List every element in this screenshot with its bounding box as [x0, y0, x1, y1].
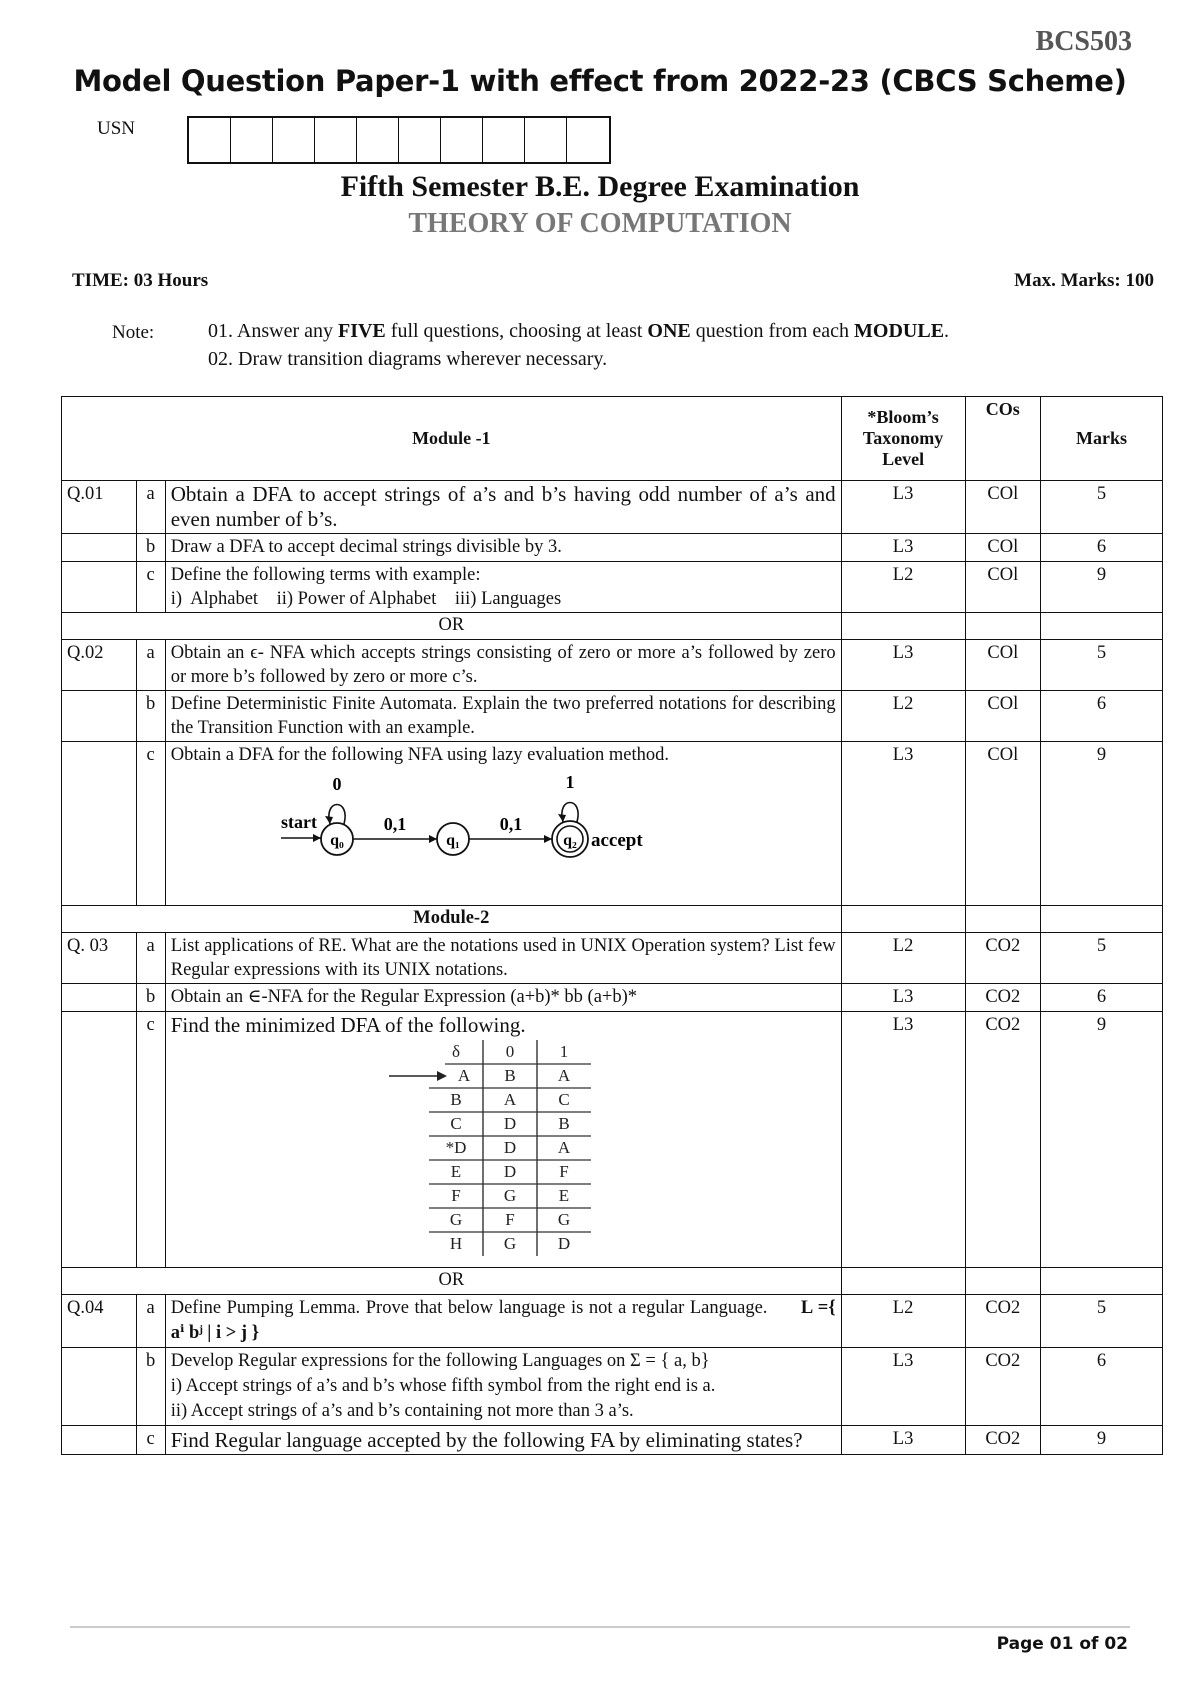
question-number: Q. 03	[62, 933, 137, 984]
marks-value: 5	[1041, 640, 1163, 691]
or-divider: OR	[62, 613, 842, 640]
loop-q0-label: 0	[332, 774, 342, 794]
table-row	[62, 640, 1163, 691]
question-text: Define Pumping Lemma. Prove that below language is not a regular Language. L ={ aⁱ bʲ | i > j }	[165, 1295, 841, 1348]
language-expression: L ={ aⁱ bʲ | i > j }	[170, 1298, 836, 1343]
dfa-cell: D	[503, 1138, 516, 1157]
loop-q2	[562, 803, 578, 823]
nfa-start-label: start	[280, 812, 317, 832]
dfa-cell: D	[503, 1162, 516, 1181]
sub-label: a	[136, 933, 165, 984]
accept-label: accept	[590, 830, 643, 851]
bloom-level: L3	[841, 1348, 965, 1426]
marks-header: Marks	[1041, 397, 1163, 481]
question-text: Define the following terms with example: i) Alphabet ii) Power of Alphabet iii) Languages	[165, 562, 841, 613]
usn-box[interactable]	[483, 118, 525, 162]
sub-label: c	[136, 562, 165, 613]
co-value: COl	[965, 640, 1041, 691]
dfa-transition-table	[171, 1038, 771, 1258]
dfa-table-cells	[445, 1042, 570, 1253]
bloom-level: L3	[841, 534, 965, 562]
table-row	[62, 1426, 1163, 1455]
marks-value: 9	[1041, 1426, 1163, 1455]
state-q1-label: q₁	[445, 832, 460, 849]
table-row	[62, 984, 1163, 1012]
bloom-level: L2	[841, 933, 965, 984]
bloom-level: L3	[841, 1426, 965, 1455]
marks-value: 9	[1041, 1012, 1163, 1268]
dfa-cell: D	[503, 1114, 516, 1133]
marks-value: 9	[1041, 562, 1163, 613]
dfa-cell: G	[449, 1210, 462, 1229]
table-row	[62, 481, 1163, 534]
bloom-level: L3	[841, 742, 965, 906]
usn-box[interactable]	[231, 118, 273, 162]
marks-value: 6	[1041, 1348, 1163, 1426]
question-text: List applications of RE. What are the notations used in UNIX Operation system? List few Regular expressions with its UNIX notations.	[165, 933, 841, 984]
bloom-level: L3	[841, 640, 965, 691]
bloom-level: L2	[841, 691, 965, 742]
usn-box[interactable]	[567, 118, 609, 162]
bloom-level: L3	[841, 984, 965, 1012]
dfa-cell: E	[558, 1186, 569, 1205]
usn-box[interactable]	[399, 118, 441, 162]
edge-q0-q1-label: 0,1	[383, 814, 406, 834]
co-value: COl	[965, 534, 1041, 562]
paper-title: Model Question Paper-1 with effect from 2022-23 (CBCS Scheme)	[73, 64, 1127, 98]
edge-q1-q2-head	[544, 835, 552, 843]
dfa-cell: *D	[445, 1138, 467, 1157]
dfa-cell: G	[503, 1186, 516, 1205]
sub-label: a	[136, 640, 165, 691]
dfa-cell: A	[457, 1066, 470, 1085]
question-text: Obtain an ∈-NFA for the Regular Expression (a+b)* bb (a+b)*	[165, 984, 841, 1012]
co-value: CO2	[965, 933, 1041, 984]
table-row	[62, 562, 1163, 613]
dfa-header-cell: 1	[559, 1042, 568, 1061]
page-number: Page 01 of 02	[996, 1634, 1128, 1654]
start-state-arrowhead	[437, 1071, 447, 1081]
or-row	[62, 1268, 1163, 1295]
table-row	[62, 1295, 1163, 1348]
usn-box[interactable]	[273, 118, 315, 162]
bloom-level: L3	[841, 481, 965, 534]
loop-q2-label: 1	[565, 772, 575, 792]
note-label: Note:	[112, 322, 155, 343]
question-text: Draw a DFA to accept decimal strings divisible by 3.	[165, 534, 841, 562]
co-value: COl	[965, 742, 1041, 906]
module2-heading: Module-2	[62, 906, 842, 933]
sub-label: c	[136, 1012, 165, 1268]
question-number: Q.01	[62, 481, 137, 534]
or-divider: OR	[62, 1268, 842, 1295]
subject-title: THEORY OF COMPUTATION	[408, 208, 792, 239]
module-row	[62, 906, 1163, 933]
marks-value: 5	[1041, 481, 1163, 534]
marks-value: 5	[1041, 1295, 1163, 1348]
module1-heading: Module -1	[62, 397, 842, 481]
note-2: 02. Draw transition diagrams wherever necessary.	[208, 348, 608, 370]
marks-value: 6	[1041, 984, 1163, 1012]
usn-label: USN	[97, 118, 136, 139]
dfa-cell: A	[557, 1066, 570, 1085]
table-row	[62, 742, 1163, 906]
co-value: CO2	[965, 1295, 1041, 1348]
dfa-cell: F	[451, 1186, 461, 1205]
sub-label: a	[136, 1295, 165, 1348]
table-row	[62, 691, 1163, 742]
state-q2-label: q₂	[562, 832, 577, 849]
table-row	[62, 1012, 1163, 1268]
table-row	[62, 534, 1163, 562]
or-row	[62, 613, 1163, 640]
footer-divider	[70, 1626, 1130, 1628]
bloom-level: L3	[841, 1012, 965, 1268]
course-code: BCS503	[1035, 26, 1132, 57]
usn-box[interactable]	[189, 118, 231, 162]
sub-label: b	[136, 984, 165, 1012]
table-row	[62, 933, 1163, 984]
usn-box[interactable]	[441, 118, 483, 162]
marks-value: 9	[1041, 742, 1163, 906]
dfa-cell: F	[505, 1210, 515, 1229]
dfa-cell: B	[504, 1066, 516, 1085]
time-info: TIME: 03 Hours	[72, 270, 209, 291]
usn-boxes[interactable]	[187, 116, 611, 164]
co-value: CO2	[965, 1426, 1041, 1455]
co-value: CO2	[965, 1348, 1041, 1426]
nfa-diagram	[171, 768, 811, 896]
loop-q0	[329, 805, 345, 825]
question-text: Find the minimized DFA of the following. δ 0 1 A B A B A C C D B *D D A E D F F G E G F G H G D	[165, 1012, 841, 1268]
question-text: Obtain an ϵ- NFA which accepts strings consisting of zero or more a’s followed by zero or more b’s followed by zero or more c’s.	[165, 640, 841, 691]
sub-label: b	[136, 534, 165, 562]
dfa-cell: B	[558, 1114, 570, 1133]
edge-q0-q1-head	[429, 835, 437, 843]
co-value: COl	[965, 562, 1041, 613]
state-q0-label: q₀	[329, 832, 344, 849]
dfa-cell: G	[503, 1234, 516, 1253]
dfa-cell: F	[559, 1162, 569, 1181]
sub-label: b	[136, 1348, 165, 1426]
dfa-cell: C	[558, 1090, 570, 1109]
edge-q1-q2-label: 0,1	[499, 814, 522, 834]
question-text: Develop Regular expressions for the following Languages on Σ = { a, b} i) Accept strings of a’s and b’s whose fifth symbol from the right end is a. ii) Accept strings of a’s and b’s containing not more than 3 a’s.	[165, 1348, 841, 1426]
bloom-header: *Bloom’s Taxonomy Level	[841, 397, 965, 481]
question-text: Define Deterministic Finite Automata. Explain the two preferred notations for describing the Transition Function with an example.	[165, 691, 841, 742]
dfa-cell: G	[557, 1210, 570, 1229]
note-1: 01. Answer any FIVE full questions, choosing at least ONE question from each MODULE.	[208, 320, 950, 342]
marks-value: 6	[1041, 691, 1163, 742]
max-marks: Max. Marks: 100	[1014, 270, 1154, 291]
marks-value: 6	[1041, 534, 1163, 562]
dfa-cell: D	[557, 1234, 570, 1253]
bloom-level: L2	[841, 562, 965, 613]
dfa-cell: E	[450, 1162, 461, 1181]
dfa-cell: B	[450, 1090, 462, 1109]
question-text: Obtain a DFA for the following NFA using lazy evaluation method. start q₀ 0 0,1 q₁ 0,1 q₂ 1 accept	[165, 742, 841, 906]
question-number: Q.04	[62, 1295, 137, 1348]
usn-box[interactable]	[315, 118, 357, 162]
sub-label: c	[136, 1426, 165, 1455]
dfa-cell: A	[503, 1090, 516, 1109]
question-table	[61, 396, 1163, 1455]
dfa-cell: C	[450, 1114, 462, 1133]
exam-title: Fifth Semester B.E. Degree Examination	[340, 170, 860, 203]
co-value: CO2	[965, 1012, 1041, 1268]
dfa-cell: A	[557, 1138, 570, 1157]
co-value: COl	[965, 691, 1041, 742]
dfa-header-cell: δ	[451, 1042, 460, 1061]
sub-label: c	[136, 742, 165, 906]
dfa-header-cell: 0	[505, 1042, 514, 1061]
usn-box[interactable]	[357, 118, 399, 162]
question-text: Find Regular language accepted by the following FA by eliminating states?	[165, 1426, 841, 1455]
co-value: CO2	[965, 984, 1041, 1012]
dfa-cell: H	[449, 1234, 462, 1253]
question-text: Obtain a DFA to accept strings of a’s and b’s having odd number of a’s and even number of b’s.	[165, 481, 841, 534]
usn-box[interactable]	[525, 118, 567, 162]
cos-header: COs	[965, 397, 1041, 481]
bloom-level: L2	[841, 1295, 965, 1348]
start-arrowhead	[313, 834, 321, 842]
co-value: COl	[965, 481, 1041, 534]
table-row	[62, 1348, 1163, 1426]
sub-label: b	[136, 691, 165, 742]
marks-value: 5	[1041, 933, 1163, 984]
sub-label: a	[136, 481, 165, 534]
question-number: Q.02	[62, 640, 137, 691]
